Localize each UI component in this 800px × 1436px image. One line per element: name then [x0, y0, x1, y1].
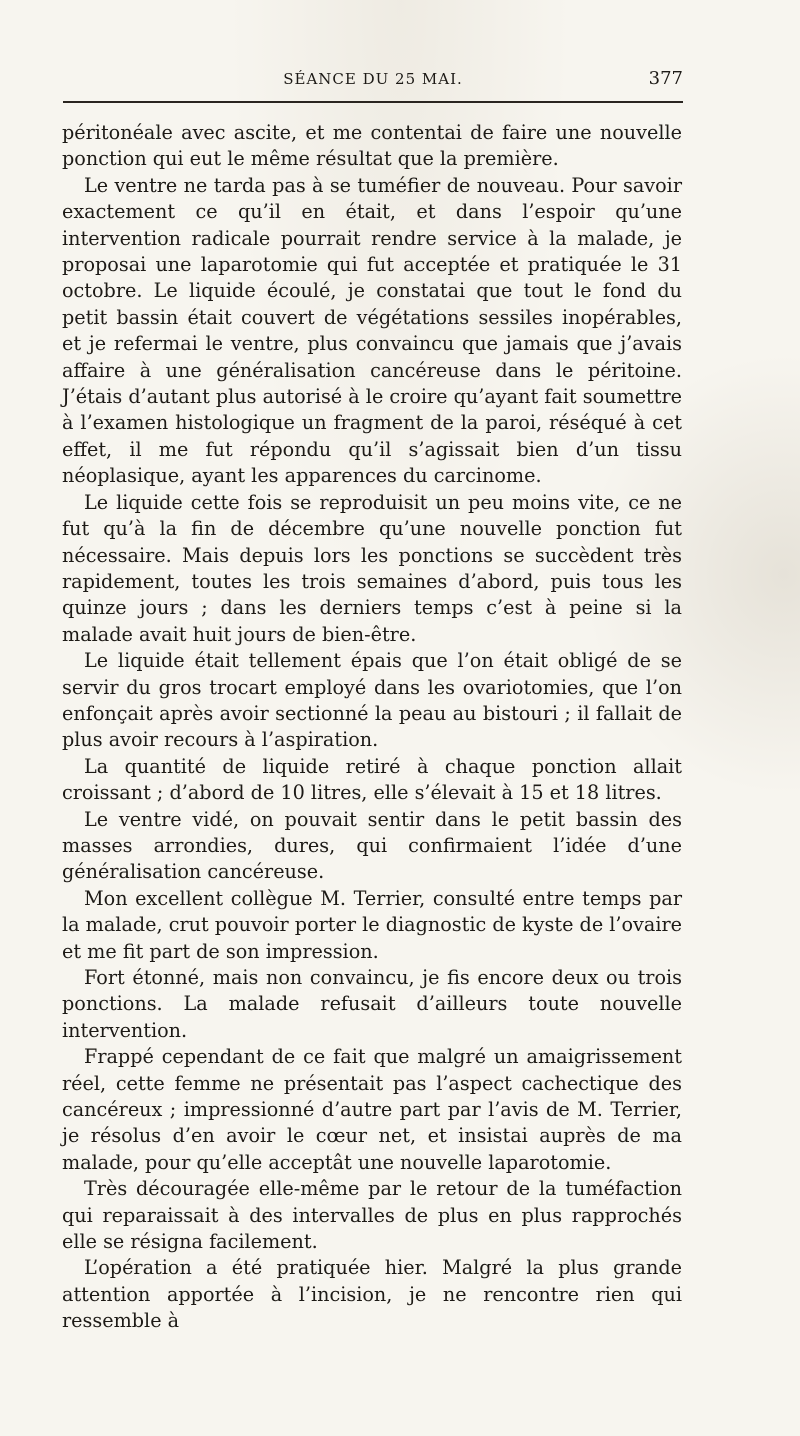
paragraph: Le ventre vidé, on pouvait sentir dans le petit bassin des masses arrondies, dures, qui confirmaient l’idée d’une généralisation cancéreuse. — [62, 807, 682, 884]
paragraph: Mon excellent collègue M. Terrier, consulté entre temps par la malade, crut pouvoir porter le diagnostic de kyste de l’ovaire et me fit part de son impression. — [62, 886, 683, 963]
running-head — [63, 66, 683, 96]
paragraph-continuation: péritonéale avec ascite, et me contentai de faire une nouvelle ponction qui eut le même résultat que la première. — [62, 121, 682, 171]
paragraph: Très découragée elle-même par le retour de la tuméfaction qui reparaissait à des intervalles de plus en plus rapprochés elle se résigna facilement. — [62, 1177, 682, 1254]
page-number: 377 — [648, 68, 683, 89]
running-title: SÉANCE DU 25 MAI. — [283, 70, 463, 88]
paragraph: Frappé cependant de ce fait que malgré un amaigrissement réel, cette femme ne présentait pas l’aspect cachectique des cancéreux ; impressionné d’autre part par l’avis de M. Terrier, je résolus d’en avoir le cœur net, et insistai auprès de ma malade, pour qu’elle acceptât une nouvelle laparotomie. — [62, 1045, 682, 1174]
paragraph: L’opération a été pratiquée hier. Malgré la plus grande attention apportée à l’incision, je ne rencontre rien qui ressemble à — [62, 1256, 682, 1333]
paragraph: Le liquide cette fois se reproduisit un peu moins vite, ce ne fut qu’à la fin de décembre qu’une nouvelle ponction fut nécessaire. Mais depuis lors les ponctions se succèdent très rapidement, toutes les trois semaines d’abord, puis tous les quinze jours ; dans les derniers temps c’est à peine si la malade avait huit jours de bien-être. — [62, 490, 682, 646]
paragraph: La quantité de liquide retiré à chaque ponction allait croissant ; d’abord de 10 litres, elle s’élevait à 15 et 18 litres. — [62, 754, 682, 805]
paragraph: Fort étonné, mais non convaincu, je fis encore deux ou trois ponctions. La malade refusait d’ailleurs toute nouvelle intervention. — [62, 966, 682, 1042]
paragraph: Le liquide était tellement épais que l’on était obligé de se servir du gros trocart employé dans les ovariotomies, que l’on enfonçait après avoir sectionné la peau au bistouri ; il fallait de plus avoir recours à l’aspiration. — [62, 649, 682, 752]
paragraph: Le ventre ne tarda pas à se tuméfier de nouveau. Pour savoir exactement ce qu’il en était, et dans l’espoir qu’une intervention radicale pourrait rendre service à la malade, je proposai une laparotomie qui fut acceptée et pratiquée le 31 octobre. Le liquide écoulé, je constatai que tout le fond du petit bassin était couvert de végétations sessiles inopérables, et je refermai le ventre, plus convaincu que jamais que j’avais affaire à une généralisation cancéreuse dans le péritoine. J’étais d’autant plus autorisé à le croire qu’ayant fait soumettre à l’examen histologique un fragment de la paroi, réséqué à cet effet, il me fut répondu qu’il s’agissait bien d’un tissu néoplasique, ayant les apparences du carcinome. — [62, 173, 682, 488]
header-rule — [63, 101, 683, 103]
body-text — [62, 120, 682, 1335]
